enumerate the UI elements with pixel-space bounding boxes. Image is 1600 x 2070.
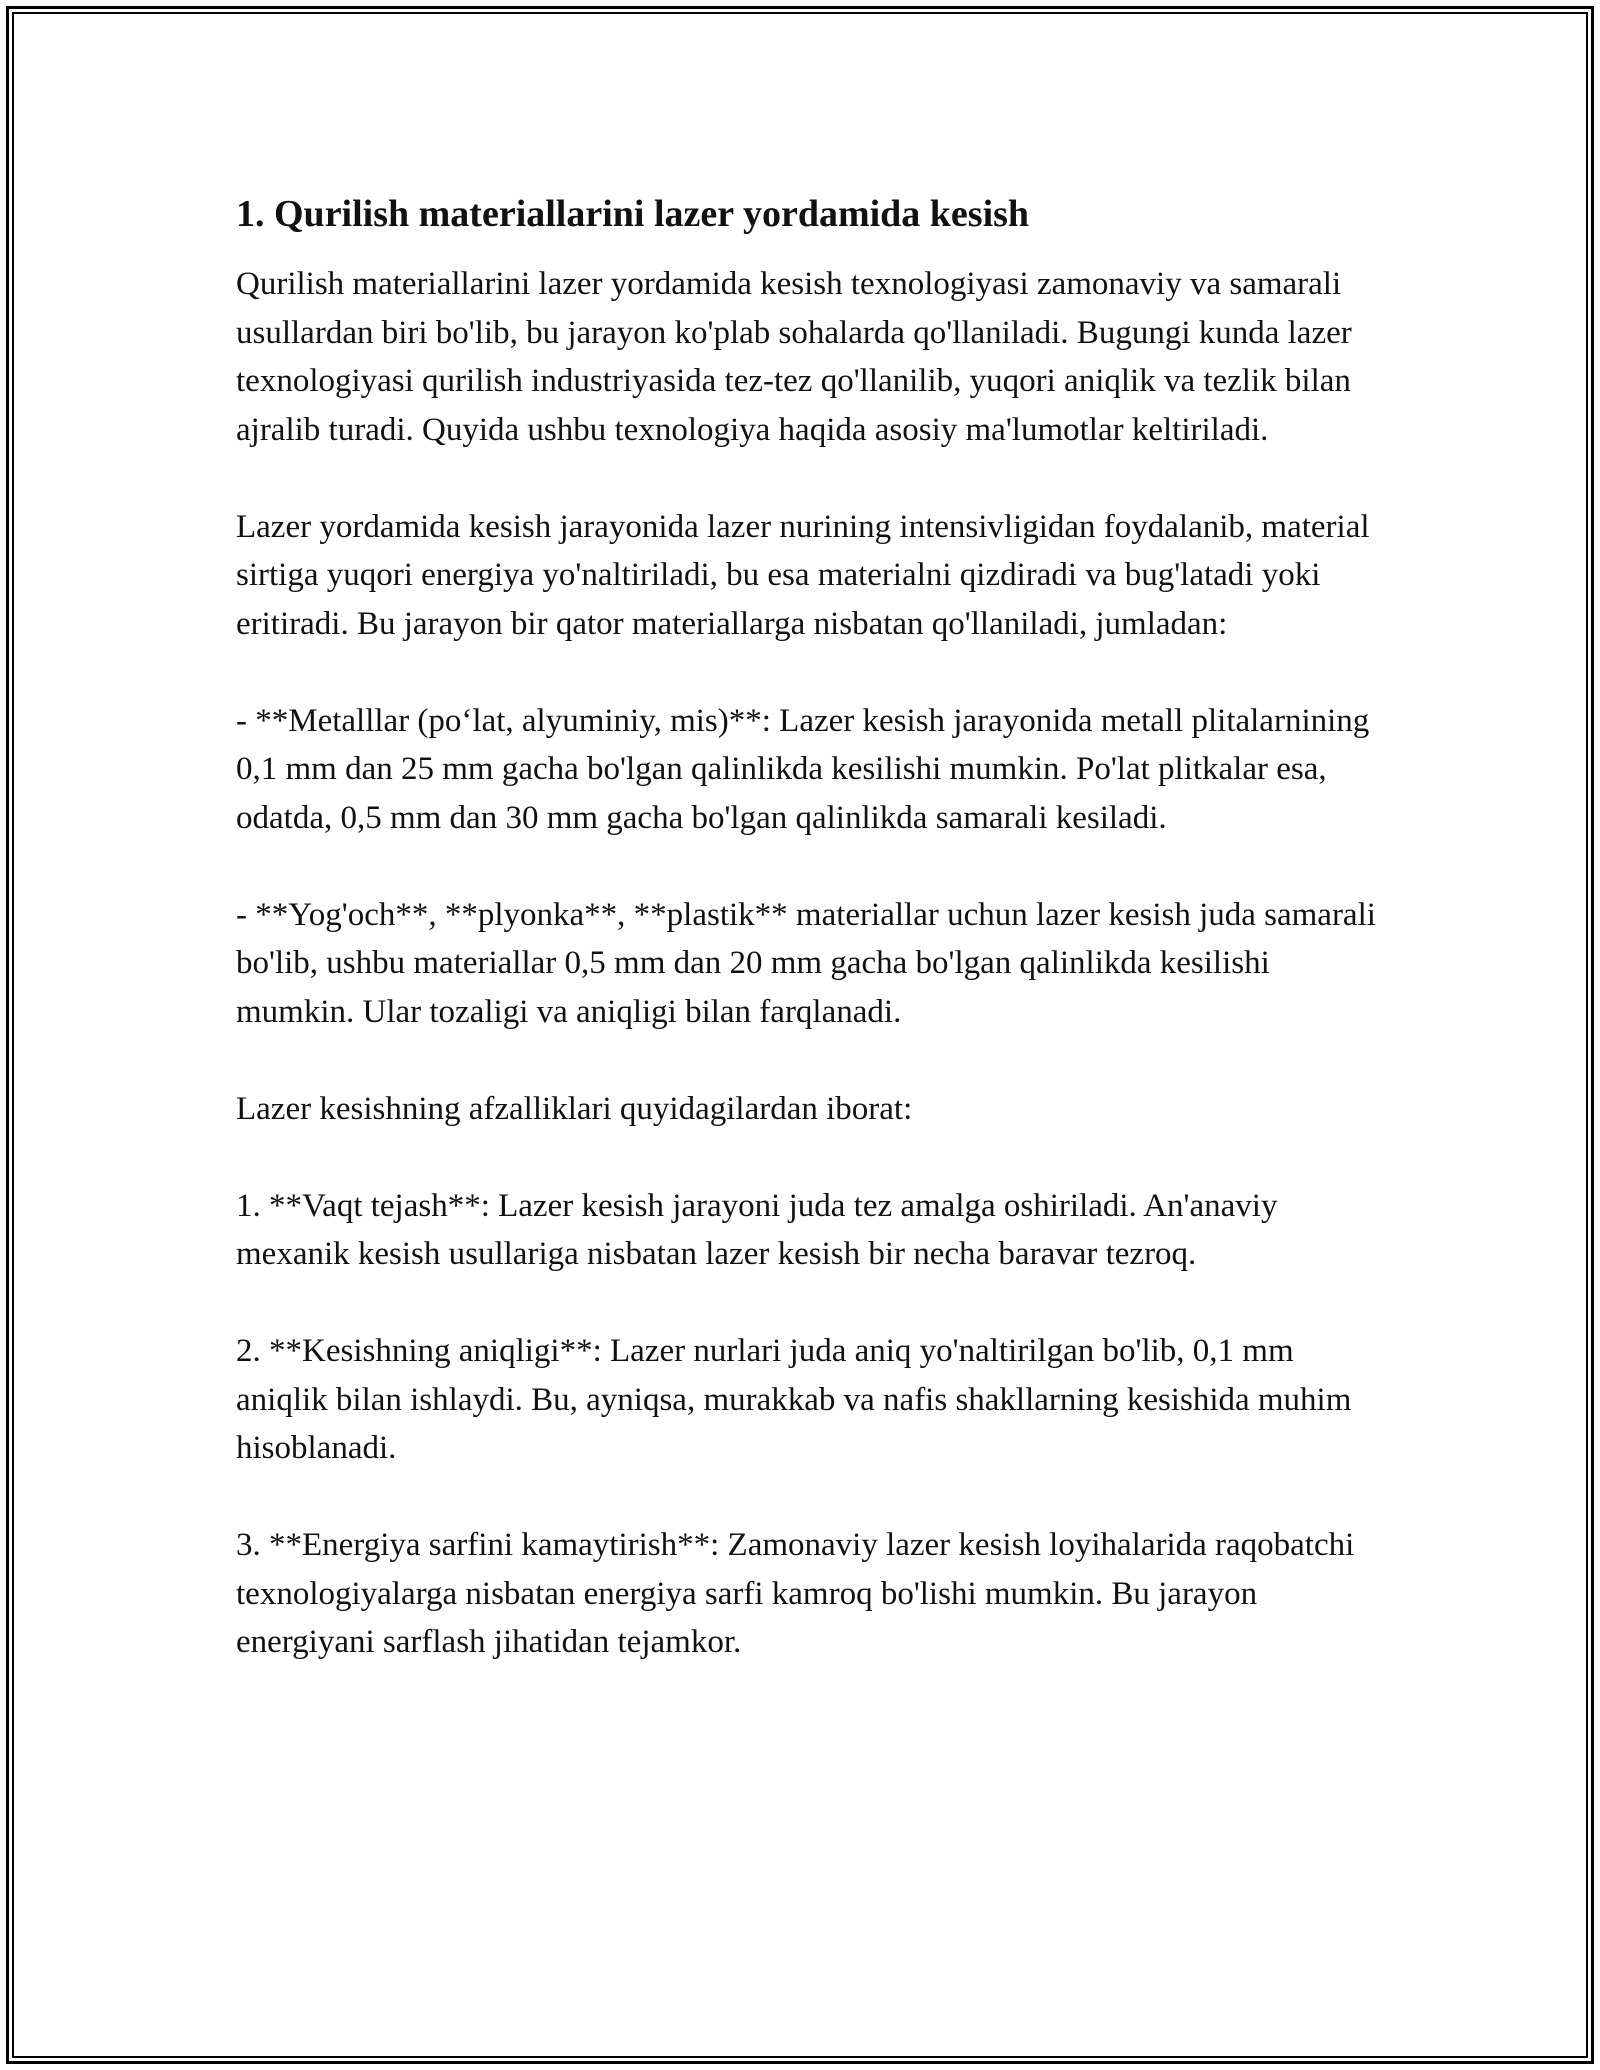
paragraph-advantage-precision: 2. **Kesishning aniqligi**: Lazer nurlari juda aniq yo'naltirilgan bo'lib, 0,1 mm aniqlik bilan ishlaydi. Bu, ayniqsa, murakkab va nafis shakllarning kesishida muhim hisoblanadi. [236, 1333, 1352, 1466]
document-title: 1. Qurilish materiallarini lazer yordamida kesish [236, 193, 1030, 235]
paragraph-intro: Qurilish materiallarini lazer yordamida kesish texnologiyasi zamonaviy va samarali usullardan biri bo'lib, bu jarayon ko'plab sohalarda qo'llaniladi. Bugungi kunda lazer texnologiyasi qurilish industriyasida tez-tez qo'llanilib, yuqori aniqlik va tezlik bilan ajralib turadi. Quyida ushbu texnologiya haqida asosiy ma'lumotlar keltiriladi. [236, 266, 1352, 448]
paragraph-advantage-energy: 3. **Energiya sarfini kamaytirish**: Zamonaviy lazer kesish loyihalarida raqobatchi texnologiyalarga nisbatan energiya sarfi kamroq bo'lishi mumkin. Bu jarayon energiyani sarflash jihatidan tejamkor. [236, 1527, 1355, 1660]
paragraph-advantages-intro: Lazer kesishning afzalliklari quyidagilardan iborat: [236, 1090, 913, 1127]
paragraph-advantage-time: 1. **Vaqt tejash**: Lazer kesish jarayoni juda tez amalga oshiriladi. An'anaviy mexanik kesish usullariga nisbatan lazer kesish bir necha baravar tezroq. [236, 1187, 1278, 1272]
paragraph-process: Lazer yordamida kesish jarayonida lazer nurining intensivligidan foydalanib, material sirtiga yuqori energiya yo'naltiriladi, bu esa materialni qizdiradi va bug'latadi yoki eritiradi. Bu jarayon bir qator materiallarga nisbatan qo'llaniladi, jumladan: [236, 508, 1370, 642]
document-body [236, 186, 1376, 1715]
paragraph-wood-plastic: - **Yog'och**, **plyonka**, **plastik** materiallar uchun lazer kesish juda samarali bo'lib, ushbu materiallar 0,5 mm dan 20 mm gacha bo'lgan qalinlikda kesilishi mumkin. Ular tozaligi va aniqligi bilan farqlanadi. [236, 896, 1376, 1030]
paragraph-metals: - **Metalllar (po‘lat, alyuminiy, mis)**: Lazer kesish jarayonida metall plitalarnining 0,1 mm dan 25 mm gacha bo'lgan qalinlikda kesilishi mumkin. Po'lat plitkalar esa, odatda, 0,5 mm dan 30 mm gacha bo'lgan qalinlikda samarali kesiladi. [236, 702, 1370, 836]
